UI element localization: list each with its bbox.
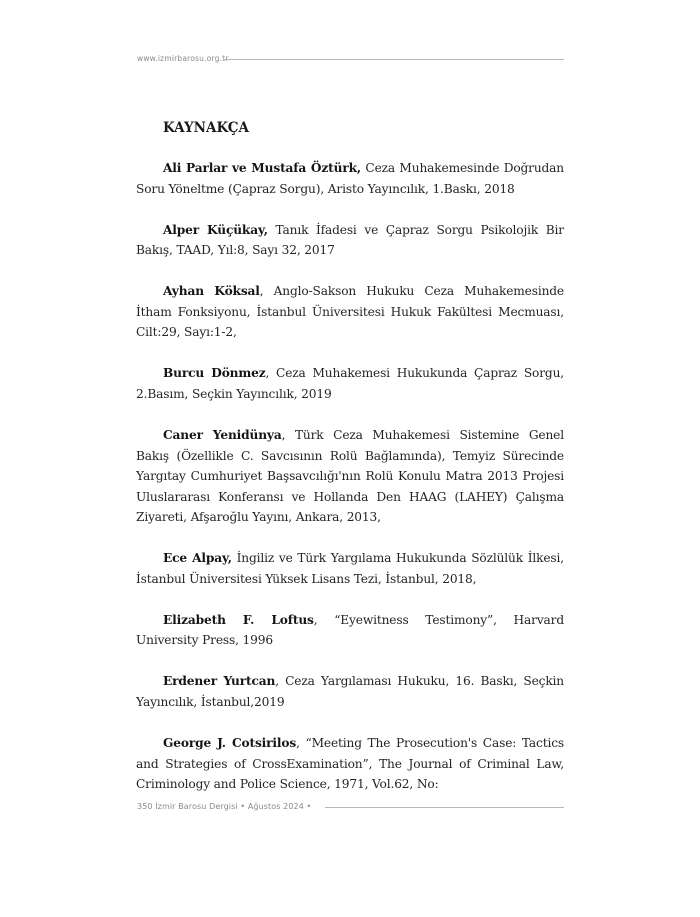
reference-entry xyxy=(136,363,564,404)
reference-author: Ayhan Köksal xyxy=(163,284,260,299)
reference-entry xyxy=(136,281,564,343)
reference-text: , Anglo-Sakson Hukuku Ceza Muhakemesinde İtham Fonksiyonu, İstanbul Üniversitesi Hukuk Fakültesi Mecmuası, Cilt:29, Sayı:1-2, xyxy=(136,284,564,340)
reference-text: İngiliz ve Türk Yargılama Hukukunda Sözlülük İlkesi, İstanbul Üniversitesi Yüksek Lisans Tezi, İstanbul, 2018, xyxy=(136,551,564,586)
header-url: www.izmirbarosu.org.tr xyxy=(137,54,229,63)
reference-text: , Türk Ceza Muhakemesi Sistemine Genel Bakış (Özellikle C. Savcısının Rolü Bağlamında), Temyiz Sürecinde Yargıtay Cumhuriyet Başsavcılığı'nın Rolü Konulu Matra 2013 Projesi Uluslararası Konferansı ve Hollanda Den HAAG (LAHEY) Çalışma Ziyareti, Afşaroğlu Yayını, Ankara, 2013, xyxy=(136,427,564,525)
reference-author: Alper Küçükay, xyxy=(163,222,268,237)
reference-author: Caner Yenidünya xyxy=(163,427,282,442)
reference-entry xyxy=(136,610,564,651)
reference-text: , Ceza Muhakemesi Hukukunda Çapraz Sorgu, 2.Basım, Seçkin Yayıncılık, 2019 xyxy=(136,366,564,401)
reference-text: , “Eyewitness Testimony”, Harvard University Press, 1996 xyxy=(136,612,565,648)
header-divider xyxy=(224,59,564,60)
page-content xyxy=(136,118,564,815)
reference-entry xyxy=(136,733,564,795)
reference-author: Erdener Yurtcan xyxy=(163,674,276,689)
reference-author: Elizabeth F. Loftus xyxy=(163,612,314,627)
reference-entry xyxy=(136,671,564,712)
reference-text: , Ceza Yargılaması Hukuku, 16. Baskı, Seçkin Yayıncılık, İstanbul,2019 xyxy=(136,674,564,710)
section-heading: KAYNAKÇA xyxy=(163,120,250,136)
reference-entry xyxy=(136,158,564,199)
reference-author: Ece Alpay, xyxy=(163,551,232,566)
reference-author: George J. Cotsirilos xyxy=(163,736,297,750)
reference-author: Burcu Dönmez xyxy=(163,366,266,381)
reference-entry xyxy=(136,220,564,261)
reference-entry xyxy=(136,548,564,589)
reference-text: Tanık İfadesi ve Çapraz Sorgu Psikolojik Bir Bakış, TAAD, Yıl:8, Sayı 32, 2017 xyxy=(136,222,564,258)
reference-text: Ceza Muhakemesinde Doğrudan Soru Yöneltme (Çapraz Sorgu), Aristo Yayıncılık, 1.Baskı, 2018 xyxy=(136,161,564,196)
reference-author: Ali Parlar ve Mustafa Öztürk, xyxy=(163,161,361,175)
reference-list xyxy=(136,158,564,795)
footer-divider xyxy=(325,807,564,808)
footer-page-info: 350 İzmir Barosu Dergisi • Ağustos 2024 • xyxy=(137,802,312,811)
reference-entry xyxy=(136,425,564,528)
reference-text: , “Meeting The Prosecution's Case: Tactics and Strategies of CrossExamination”, The Journal of Criminal Law, Criminology and Police Science, 1971, Vol.62, No: xyxy=(136,736,564,792)
